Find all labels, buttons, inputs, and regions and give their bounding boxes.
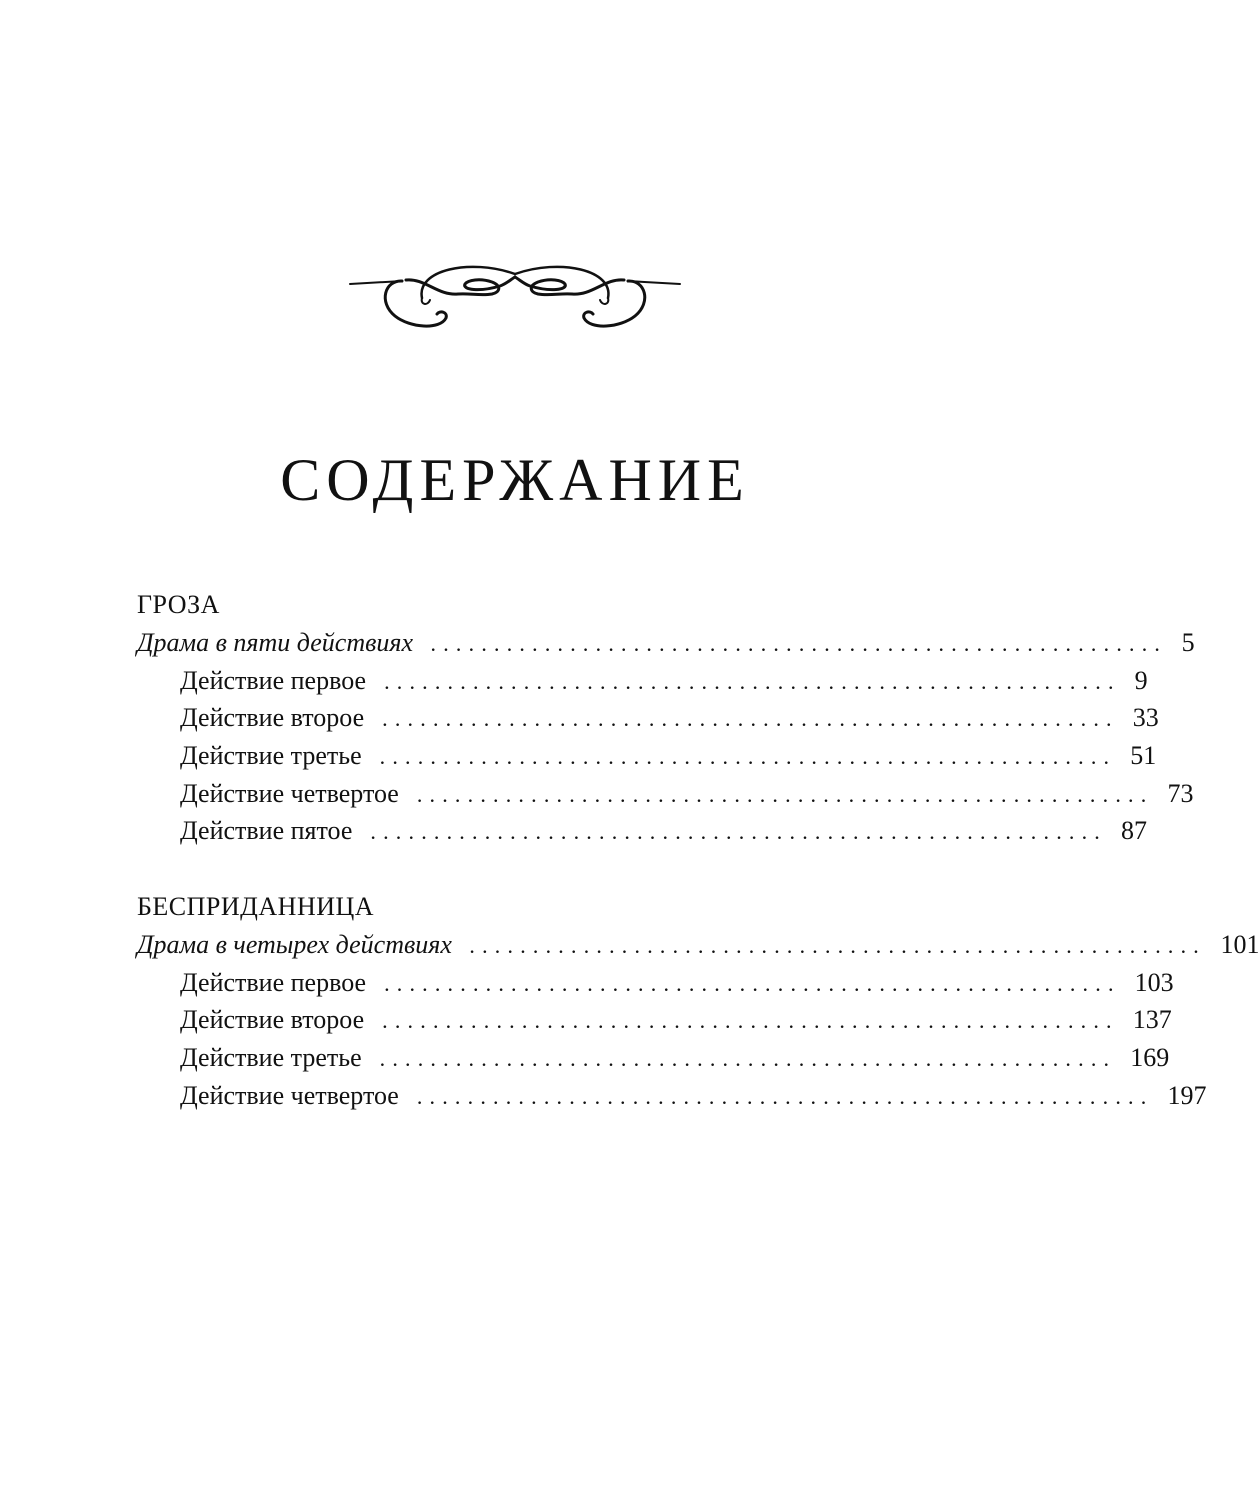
- page-title: СОДЕРЖАНИЕ: [280, 447, 750, 513]
- entry-page: 101: [1220, 930, 1260, 959]
- toc-entry[interactable]: [137, 662, 1148, 700]
- toc-entry[interactable]: [137, 1001, 1172, 1039]
- dot-leader: ..........................................................: [384, 970, 1121, 996]
- toc-entry[interactable]: [137, 1077, 1207, 1115]
- dot-leader: ..........................................................: [416, 1083, 1154, 1109]
- entry-page: 87: [1121, 816, 1147, 846]
- entry-page: 9: [1134, 665, 1148, 695]
- flourish-ornament-icon: [340, 250, 690, 340]
- toc-entry[interactable]: [137, 775, 1194, 813]
- entry-page: 197: [1167, 1080, 1207, 1110]
- dot-leader: ..........................................................: [431, 631, 1168, 656]
- dot-leader: ..........................................................: [384, 668, 1121, 694]
- dot-leader: ..........................................................: [379, 1046, 1117, 1072]
- dot-leader: ..........................................................: [469, 933, 1207, 958]
- entry-label: Действие третье: [180, 741, 362, 771]
- entry-page: 5: [1181, 628, 1195, 657]
- entry-page: 33: [1132, 703, 1159, 733]
- dot-leader: ..........................................................: [382, 706, 1119, 732]
- dot-leader: ..........................................................: [370, 819, 1107, 845]
- toc-entry[interactable]: [137, 737, 1157, 775]
- section-heading: ГРОЗА: [137, 590, 220, 619]
- entry-page: 103: [1134, 967, 1174, 997]
- dot-leader: ..........................................................: [382, 1008, 1119, 1034]
- entry-page: 73: [1167, 778, 1194, 808]
- entry-page: 137: [1132, 1005, 1172, 1035]
- toc-entry[interactable]: [137, 812, 1147, 850]
- entry-label: Действие третье: [180, 1043, 362, 1073]
- entry-label: Действие второе: [180, 1005, 365, 1035]
- toc-entry[interactable]: [137, 964, 1174, 1002]
- toc-entry-subtitle[interactable]: [137, 926, 1260, 964]
- entry-label: Действие пятое: [180, 816, 353, 846]
- toc-entry-subtitle[interactable]: [137, 624, 1195, 662]
- entry-page: 51: [1130, 741, 1157, 771]
- dot-leader: ..........................................................: [416, 781, 1154, 807]
- entry-label: Действие второе: [180, 703, 365, 733]
- entry-page: 169: [1130, 1043, 1170, 1073]
- dot-leader: ..........................................................: [379, 744, 1117, 770]
- entry-label: Драма в четырех действиях: [137, 930, 452, 959]
- entry-label: Действие четвертое: [180, 778, 399, 808]
- section-heading: БЕСПРИДАННИЦА: [137, 892, 375, 921]
- entry-label: Действие первое: [180, 967, 367, 997]
- toc-section-groza: [137, 586, 1195, 850]
- entry-label: Действие четвертое: [180, 1080, 399, 1110]
- toc-section-bespridannitsa: [137, 888, 1260, 1114]
- toc-entry[interactable]: [137, 699, 1159, 737]
- toc-entry[interactable]: [137, 1039, 1170, 1077]
- entry-label: Драма в пяти действиях: [137, 628, 414, 657]
- entry-label: Действие первое: [180, 665, 367, 695]
